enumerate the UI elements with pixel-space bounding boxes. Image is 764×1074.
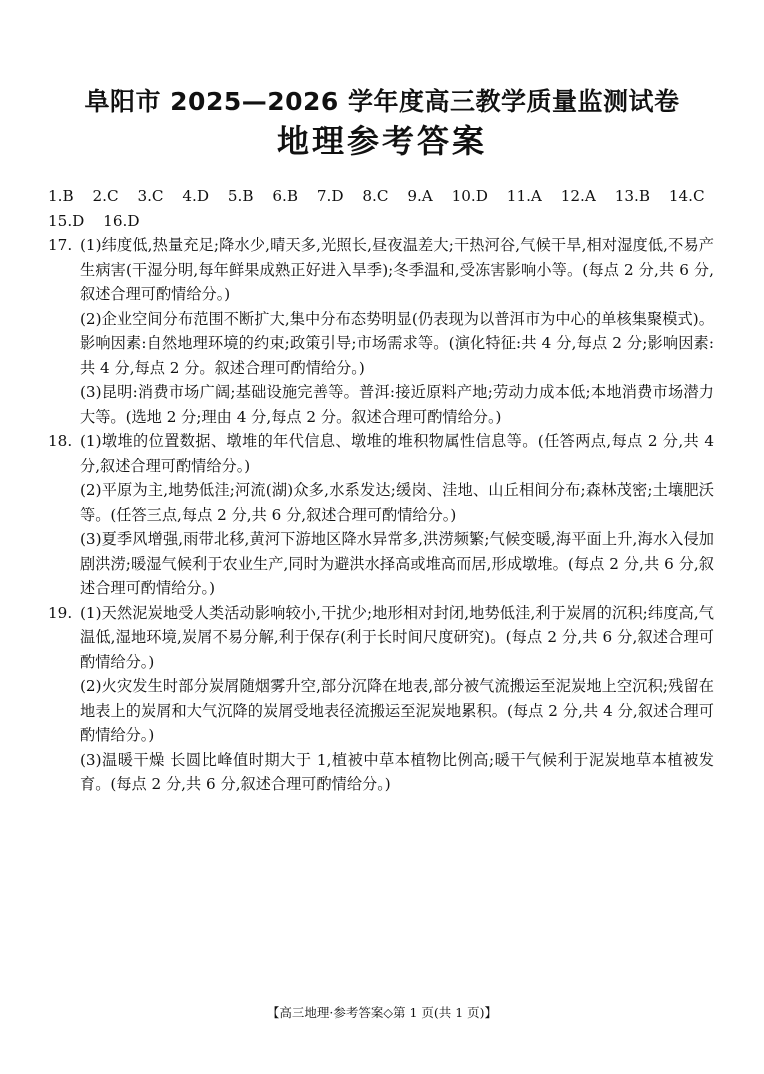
answer-key-title: 地理参考答案 (276, 122, 487, 160)
mc-answer: 10.D (451, 187, 488, 205)
answer-part: (2)企业空间分布范围不断扩大,集中分布态势明显(仍表现为以普洱市为中心的单核集聚模式)。影响因素:自然地理环境的约束;政策引导;市场需求等。(演化特征:共 4 分,每点 2 分;影响因素:共 4 分,每点 2 分。叙述合理可酌情给分。) (80, 309, 714, 377)
question-19 (48, 601, 714, 797)
question-number: 19. (48, 603, 73, 622)
answer-part: (3)昆明:消费市场广阔;基础设施完善等。普洱:接近原料产地;劳动力成本低;本地消费市场潜力大等。(选地 2 分;理由 4 分,每点 2 分。叙述合理可酌情给分。) (80, 383, 714, 426)
mc-answer: 2.C (92, 187, 119, 205)
question-17 (48, 233, 714, 429)
mc-answer: 6.B (272, 187, 299, 205)
page-footer: 【高三地理·参考答案◇第 1 页(共 1 页)】 (266, 1005, 498, 1020)
mc-answer: 13.B (614, 187, 651, 205)
answer-content (48, 184, 714, 797)
mc-answer: 4.D (182, 187, 210, 205)
mc-answer: 11.A (506, 187, 542, 205)
mc-answer: 16.D (103, 211, 140, 230)
multiple-choice-row-2 (48, 209, 714, 234)
mc-answer: 5.B (227, 187, 254, 205)
mc-answer: 15.D (48, 211, 85, 230)
mc-answer: 7.D (316, 187, 344, 205)
answer-part: (1)天然泥炭地受人类活动影响较小,干扰少;地形相对封闭,地势低洼,利于炭屑的沉积;纬度高,气温低,湿地环境,炭屑不易分解,利于保存(利于长时间尺度研究)。(每点 2 分,共 6 分,叙述合理可酌情给分。) (80, 603, 714, 671)
question-number: 18. (48, 432, 73, 450)
mc-answer: 1.B (48, 187, 74, 205)
mc-answer: 14.C (668, 187, 705, 205)
multiple-choice-row-1 (48, 184, 714, 209)
mc-answer: 8.C (362, 187, 389, 205)
question-18 (48, 429, 714, 601)
answer-part: (3)温暖干燥 长圆比峰值时期大于 1,植被中草本植物比例高;暖干气候利于泥炭地草本植被发育。(每点 2 分,共 6 分,叙述合理可酌情给分。) (80, 750, 714, 793)
answer-part: (1)纬度低,热量充足;降水少,晴天多,光照长,昼夜温差大;干热河谷,气候干旱,相对湿度低,不易产生病害(干湿分明,每年鲜果成熟正好进入旱季);冬季温和,受冻害影响小等。(每点 2 分,共 6 分,叙述合理可酌情给分。) (80, 236, 714, 303)
mc-answer: 3.C (137, 187, 164, 205)
exam-title: 阜阳市 2025—2026 学年度高三教学质量监测试卷 (84, 87, 680, 116)
answer-part: (1)墩堆的位置数据、墩堆的年代信息、墩堆的堆积物属性信息等。(任答两点,每点 2 分,共 4 分,叙述合理可酌情给分。) (80, 432, 714, 475)
question-number: 17. (48, 236, 73, 254)
mc-answer: 9.A (407, 187, 433, 205)
mc-answer: 12.A (560, 187, 596, 205)
answer-part: (2)平原为主,地势低洼;河流(湖)众多,水系发达;缓岗、洼地、山丘相间分布;森林茂密;土壤肥沃等。(任答三点,每点 2 分,共 6 分,叙述合理可酌情给分。) (80, 481, 714, 524)
answer-part: (2)火灾发生时部分炭屑随烟雾升空,部分沉降在地表,部分被气流搬运至泥炭地上空沉积;残留在地表上的炭屑和大气沉降的炭屑受地表径流搬运至泥炭地累积。(每点 2 分,共 4 分,叙述合理可酌情给分。) (80, 677, 714, 744)
answer-part: (3)夏季风增强,雨带北移,黄河下游地区降水异常多,洪涝频繁;气候变暖,海平面上升,海水入侵加剧洪涝;暖湿气候利于农业生产,同时为避洪水择高或堆高而居,形成墩堆。(每点 2 分,共 6 分,叙述合理可酌情给分。) (80, 530, 714, 597)
